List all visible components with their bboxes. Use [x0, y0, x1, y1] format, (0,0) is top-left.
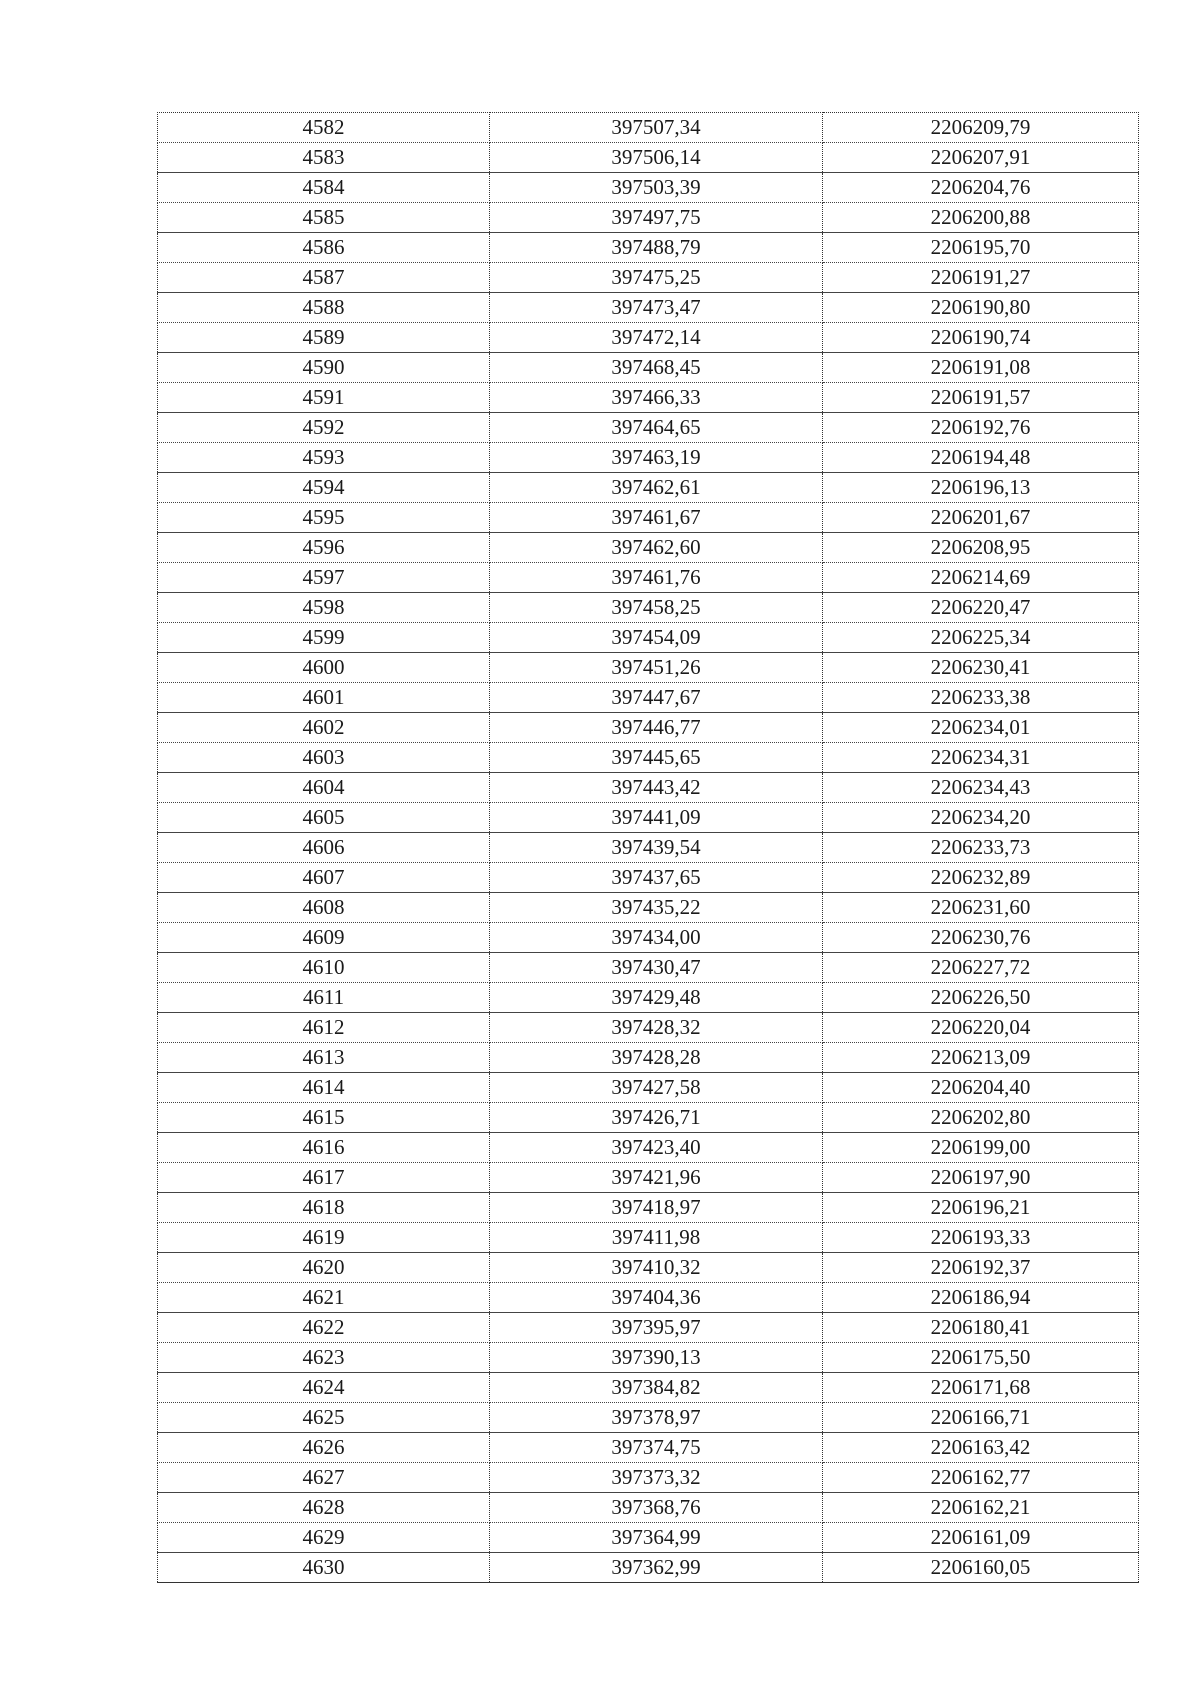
y-coordinate-cell: 2206208,95	[823, 533, 1139, 563]
y-coordinate-cell: 2206233,38	[823, 683, 1139, 713]
point-number-cell: 4614	[158, 1073, 490, 1103]
point-number-cell: 4619	[158, 1223, 490, 1253]
y-coordinate-cell: 2206213,09	[823, 1043, 1139, 1073]
point-number-cell: 4589	[158, 323, 490, 353]
point-number-cell: 4610	[158, 953, 490, 983]
table-row	[158, 473, 1139, 503]
point-number-cell: 4623	[158, 1343, 490, 1373]
x-coordinate-cell: 397410,32	[490, 1253, 823, 1283]
table-row	[158, 803, 1139, 833]
x-coordinate-cell: 397384,82	[490, 1373, 823, 1403]
point-number-cell: 4606	[158, 833, 490, 863]
table-row	[158, 353, 1139, 383]
x-coordinate-cell: 397454,09	[490, 623, 823, 653]
point-number-cell: 4587	[158, 263, 490, 293]
point-number-cell: 4620	[158, 1253, 490, 1283]
x-coordinate-cell: 397362,99	[490, 1553, 823, 1583]
table-row	[158, 1013, 1139, 1043]
x-coordinate-cell: 397418,97	[490, 1193, 823, 1223]
x-coordinate-cell: 397439,54	[490, 833, 823, 863]
y-coordinate-cell: 2206197,90	[823, 1163, 1139, 1193]
table-row	[158, 1523, 1139, 1553]
x-coordinate-cell: 397411,98	[490, 1223, 823, 1253]
table-row	[158, 1133, 1139, 1163]
point-number-cell: 4594	[158, 473, 490, 503]
point-number-cell: 4583	[158, 143, 490, 173]
table-row	[158, 1463, 1139, 1493]
table-row	[158, 593, 1139, 623]
table-row	[158, 1493, 1139, 1523]
y-coordinate-cell: 2206196,13	[823, 473, 1139, 503]
table-row	[158, 413, 1139, 443]
point-number-cell: 4593	[158, 443, 490, 473]
table-row	[158, 1163, 1139, 1193]
y-coordinate-cell: 2206227,72	[823, 953, 1139, 983]
table-row	[158, 1553, 1139, 1583]
x-coordinate-cell: 397430,47	[490, 953, 823, 983]
y-coordinate-cell: 2206230,76	[823, 923, 1139, 953]
y-coordinate-cell: 2206194,48	[823, 443, 1139, 473]
table-row	[158, 533, 1139, 563]
y-coordinate-cell: 2206191,27	[823, 263, 1139, 293]
y-coordinate-cell: 2206220,04	[823, 1013, 1139, 1043]
point-number-cell: 4585	[158, 203, 490, 233]
point-number-cell: 4616	[158, 1133, 490, 1163]
table-row	[158, 293, 1139, 323]
x-coordinate-cell: 397468,45	[490, 353, 823, 383]
y-coordinate-cell: 2206230,41	[823, 653, 1139, 683]
y-coordinate-cell: 2206231,60	[823, 893, 1139, 923]
point-number-cell: 4615	[158, 1103, 490, 1133]
y-coordinate-cell: 2206226,50	[823, 983, 1139, 1013]
table-row	[158, 1433, 1139, 1463]
x-coordinate-cell: 397503,39	[490, 173, 823, 203]
x-coordinate-cell: 397421,96	[490, 1163, 823, 1193]
x-coordinate-cell: 397507,34	[490, 113, 823, 143]
table-row	[158, 713, 1139, 743]
y-coordinate-cell: 2206190,80	[823, 293, 1139, 323]
table-row	[158, 443, 1139, 473]
x-coordinate-cell: 397429,48	[490, 983, 823, 1013]
table-row	[158, 1193, 1139, 1223]
table-row	[158, 773, 1139, 803]
point-number-cell: 4628	[158, 1493, 490, 1523]
x-coordinate-cell: 397428,28	[490, 1043, 823, 1073]
y-coordinate-cell: 2206199,00	[823, 1133, 1139, 1163]
x-coordinate-cell: 397423,40	[490, 1133, 823, 1163]
point-number-cell: 4605	[158, 803, 490, 833]
y-coordinate-cell: 2206201,67	[823, 503, 1139, 533]
point-number-cell: 4604	[158, 773, 490, 803]
y-coordinate-cell: 2206175,50	[823, 1343, 1139, 1373]
point-number-cell: 4582	[158, 113, 490, 143]
y-coordinate-cell: 2206202,80	[823, 1103, 1139, 1133]
y-coordinate-cell: 2206190,74	[823, 323, 1139, 353]
y-coordinate-cell: 2206162,77	[823, 1463, 1139, 1493]
x-coordinate-cell: 397463,19	[490, 443, 823, 473]
y-coordinate-cell: 2206196,21	[823, 1193, 1139, 1223]
point-number-cell: 4584	[158, 173, 490, 203]
y-coordinate-cell: 2206214,69	[823, 563, 1139, 593]
point-number-cell: 4596	[158, 533, 490, 563]
point-number-cell: 4590	[158, 353, 490, 383]
point-number-cell: 4608	[158, 893, 490, 923]
y-coordinate-cell: 2206204,40	[823, 1073, 1139, 1103]
point-number-cell: 4613	[158, 1043, 490, 1073]
table-row	[158, 173, 1139, 203]
point-number-cell: 4592	[158, 413, 490, 443]
table-row	[158, 1283, 1139, 1313]
y-coordinate-cell: 2206195,70	[823, 233, 1139, 263]
y-coordinate-cell: 2206234,20	[823, 803, 1139, 833]
point-number-cell: 4627	[158, 1463, 490, 1493]
y-coordinate-cell: 2206225,34	[823, 623, 1139, 653]
y-coordinate-cell: 2206204,76	[823, 173, 1139, 203]
table-row	[158, 323, 1139, 353]
point-number-cell: 4617	[158, 1163, 490, 1193]
point-number-cell: 4586	[158, 233, 490, 263]
point-number-cell: 4597	[158, 563, 490, 593]
x-coordinate-cell: 397446,77	[490, 713, 823, 743]
x-coordinate-cell: 397395,97	[490, 1313, 823, 1343]
y-coordinate-cell: 2206207,91	[823, 143, 1139, 173]
y-coordinate-cell: 2206234,01	[823, 713, 1139, 743]
point-number-cell: 4612	[158, 1013, 490, 1043]
y-coordinate-cell: 2206234,31	[823, 743, 1139, 773]
point-number-cell: 4601	[158, 683, 490, 713]
x-coordinate-cell: 397373,32	[490, 1463, 823, 1493]
x-coordinate-cell: 397437,65	[490, 863, 823, 893]
point-number-cell: 4630	[158, 1553, 490, 1583]
table-row	[158, 683, 1139, 713]
table-row	[158, 1073, 1139, 1103]
y-coordinate-cell: 2206186,94	[823, 1283, 1139, 1313]
table-row	[158, 563, 1139, 593]
x-coordinate-cell: 397390,13	[490, 1343, 823, 1373]
x-coordinate-cell: 397434,00	[490, 923, 823, 953]
x-coordinate-cell: 397497,75	[490, 203, 823, 233]
point-number-cell: 4602	[158, 713, 490, 743]
x-coordinate-cell: 397458,25	[490, 593, 823, 623]
y-coordinate-cell: 2206192,76	[823, 413, 1139, 443]
y-coordinate-cell: 2206234,43	[823, 773, 1139, 803]
x-coordinate-cell: 397462,61	[490, 473, 823, 503]
table-row	[158, 263, 1139, 293]
point-number-cell: 4622	[158, 1313, 490, 1343]
table-row	[158, 1373, 1139, 1403]
y-coordinate-cell: 2206166,71	[823, 1403, 1139, 1433]
point-number-cell: 4599	[158, 623, 490, 653]
table-row	[158, 1403, 1139, 1433]
table-row	[158, 233, 1139, 263]
table-row	[158, 1343, 1139, 1373]
point-number-cell: 4625	[158, 1403, 490, 1433]
x-coordinate-cell: 397378,97	[490, 1403, 823, 1433]
point-number-cell: 4603	[158, 743, 490, 773]
y-coordinate-cell: 2206191,57	[823, 383, 1139, 413]
point-number-cell: 4595	[158, 503, 490, 533]
table-row	[158, 1253, 1139, 1283]
point-number-cell: 4607	[158, 863, 490, 893]
point-number-cell: 4618	[158, 1193, 490, 1223]
point-number-cell: 4598	[158, 593, 490, 623]
table-row	[158, 1043, 1139, 1073]
x-coordinate-cell: 397364,99	[490, 1523, 823, 1553]
table-row	[158, 953, 1139, 983]
x-coordinate-cell: 397451,26	[490, 653, 823, 683]
x-coordinate-cell: 397461,67	[490, 503, 823, 533]
x-coordinate-cell: 397488,79	[490, 233, 823, 263]
x-coordinate-cell: 397426,71	[490, 1103, 823, 1133]
x-coordinate-cell: 397445,65	[490, 743, 823, 773]
y-coordinate-cell: 2206220,47	[823, 593, 1139, 623]
y-coordinate-cell: 2206162,21	[823, 1493, 1139, 1523]
x-coordinate-cell: 397466,33	[490, 383, 823, 413]
y-coordinate-cell: 2206163,42	[823, 1433, 1139, 1463]
x-coordinate-cell: 397443,42	[490, 773, 823, 803]
x-coordinate-cell: 397427,58	[490, 1073, 823, 1103]
point-number-cell: 4626	[158, 1433, 490, 1463]
x-coordinate-cell: 397472,14	[490, 323, 823, 353]
y-coordinate-cell: 2206200,88	[823, 203, 1139, 233]
y-coordinate-cell: 2206180,41	[823, 1313, 1139, 1343]
table-row	[158, 923, 1139, 953]
x-coordinate-cell: 397374,75	[490, 1433, 823, 1463]
coordinates-table-body	[158, 113, 1139, 1583]
table-row	[158, 503, 1139, 533]
point-number-cell: 4629	[158, 1523, 490, 1553]
x-coordinate-cell: 397368,76	[490, 1493, 823, 1523]
table-row	[158, 623, 1139, 653]
table-row	[158, 983, 1139, 1013]
table-row	[158, 203, 1139, 233]
point-number-cell: 4621	[158, 1283, 490, 1313]
x-coordinate-cell: 397473,47	[490, 293, 823, 323]
table-row	[158, 893, 1139, 923]
point-number-cell: 4624	[158, 1373, 490, 1403]
x-coordinate-cell: 397462,60	[490, 533, 823, 563]
x-coordinate-cell: 397428,32	[490, 1013, 823, 1043]
x-coordinate-cell: 397475,25	[490, 263, 823, 293]
table-row	[158, 383, 1139, 413]
table-row	[158, 653, 1139, 683]
x-coordinate-cell: 397441,09	[490, 803, 823, 833]
table-row	[158, 833, 1139, 863]
table-row	[158, 1223, 1139, 1253]
y-coordinate-cell: 2206209,79	[823, 113, 1139, 143]
x-coordinate-cell: 397506,14	[490, 143, 823, 173]
point-number-cell: 4591	[158, 383, 490, 413]
y-coordinate-cell: 2206191,08	[823, 353, 1139, 383]
point-number-cell: 4600	[158, 653, 490, 683]
table-row	[158, 143, 1139, 173]
point-number-cell: 4611	[158, 983, 490, 1013]
y-coordinate-cell: 2206232,89	[823, 863, 1139, 893]
table-row	[158, 1313, 1139, 1343]
coordinates-table	[157, 112, 1139, 1583]
table-row	[158, 1103, 1139, 1133]
y-coordinate-cell: 2206160,05	[823, 1553, 1139, 1583]
y-coordinate-cell: 2206193,33	[823, 1223, 1139, 1253]
x-coordinate-cell: 397461,76	[490, 563, 823, 593]
y-coordinate-cell: 2206171,68	[823, 1373, 1139, 1403]
point-number-cell: 4588	[158, 293, 490, 323]
table-row	[158, 113, 1139, 143]
x-coordinate-cell: 397404,36	[490, 1283, 823, 1313]
x-coordinate-cell: 397447,67	[490, 683, 823, 713]
table-row	[158, 863, 1139, 893]
y-coordinate-cell: 2206192,37	[823, 1253, 1139, 1283]
y-coordinate-cell: 2206233,73	[823, 833, 1139, 863]
y-coordinate-cell: 2206161,09	[823, 1523, 1139, 1553]
x-coordinate-cell: 397464,65	[490, 413, 823, 443]
point-number-cell: 4609	[158, 923, 490, 953]
x-coordinate-cell: 397435,22	[490, 893, 823, 923]
table-row	[158, 743, 1139, 773]
